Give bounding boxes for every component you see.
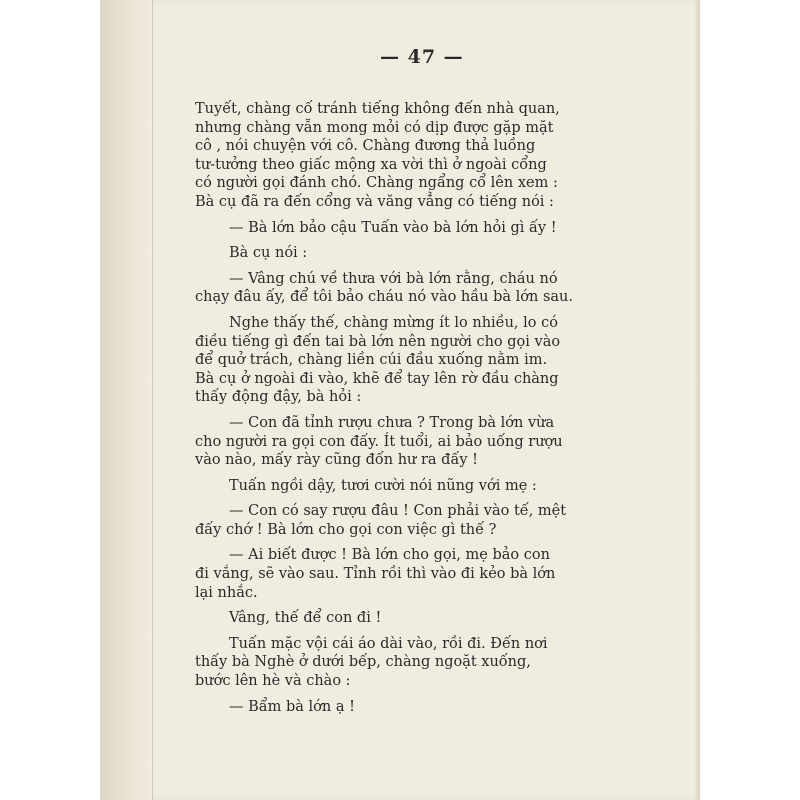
text-line: Tuấn mặc vội cái áo dài vào, rồi đi. Đến nơi: [229, 635, 548, 652]
text-line: — Con đã tỉnh rượu chưa ? Trong bà lớn vừa: [229, 414, 555, 431]
text-line: lại nhắc.: [195, 584, 258, 601]
outer-background: [0, 0, 100, 800]
text-line: — Con có say rượu đâu ! Con phải vào tế, mệt: [229, 503, 567, 520]
text-line: Bà cụ nói :: [229, 245, 308, 262]
text-line: đấy chớ ! Bà lớn cho gọi con việc gì thế ?: [195, 521, 497, 538]
text-line: Nghe thấy thế, chàng mừng ít lo nhiều, lo có: [229, 314, 558, 331]
text-line: — Vâng chú về thưa với bà lớn rằng, cháu nó: [229, 270, 558, 287]
text-line: Bà cụ đã ra đến cổng và văng vẳng có tiếng nói :: [195, 193, 554, 210]
text-line: để quở trách, chàng liền cúi đầu xuống nằm im.: [195, 352, 548, 369]
text-line: Tuyết, chàng cố tránh tiếng không đến nhà quan,: [195, 101, 560, 117]
text-line: đi vắng, sẽ vào sau. Tỉnh rồi thì vào đi kẻo bà lớn: [195, 566, 556, 583]
text-line: bước lên hè và chào :: [195, 673, 351, 690]
text-line: tư-tưởng theo giấc mộng xa vời thì ở ngoài cổng: [195, 156, 547, 173]
page-crease: [152, 0, 153, 800]
text-line: cho người ra gọi con đấy. Ít tuổi, ai bảo uống rượu: [195, 433, 563, 450]
text-line: chạy đâu ấy, để tôi bảo cháu nó vào hầu bà lớn sau.: [195, 289, 573, 306]
text-line: thấy động đậy, bà hỏi :: [195, 389, 362, 406]
text-line: Tuấn ngồi dậy, tươi cười nói nũng với mẹ :: [229, 477, 537, 494]
page-gutter: [100, 0, 152, 800]
text-line: điều tiếng gì đến tai bà lớn nên người cho gọi vào: [195, 333, 561, 350]
text-line: nhưng chàng vẫn mong mỏi có dịp được gặp mặt: [195, 119, 554, 136]
text-line: cô , nói chuyện với cô. Chàng đương thả luồng: [195, 138, 536, 155]
body-text: [195, 100, 700, 716]
text-line: vào nào, mấy rày cũng đốn hư ra đấy !: [195, 452, 478, 469]
text-line: thấy bà Nghè ở dưới bếp, chàng ngoặt xuống,: [195, 654, 531, 671]
page-number: — 47 —: [380, 46, 464, 68]
text-line: — Bẩm bà lớn ạ !: [229, 698, 355, 715]
text-line: Bà cụ ở ngoài đi vào, khẽ để tay lên rờ đầu chàng: [195, 370, 559, 387]
text-line: — Ai biết được ! Bà lớn cho gọi, mẹ bảo con: [229, 547, 550, 564]
text-line: — Bà lớn bảo cậu Tuấn vào bà lớn hỏi gì ấy !: [229, 219, 557, 236]
text-line: có người gọi đánh chó. Chàng ngẩng cổ lên xem :: [195, 175, 558, 192]
book-page: [100, 0, 700, 800]
text-line: Vâng, thế để con đi !: [229, 610, 382, 627]
